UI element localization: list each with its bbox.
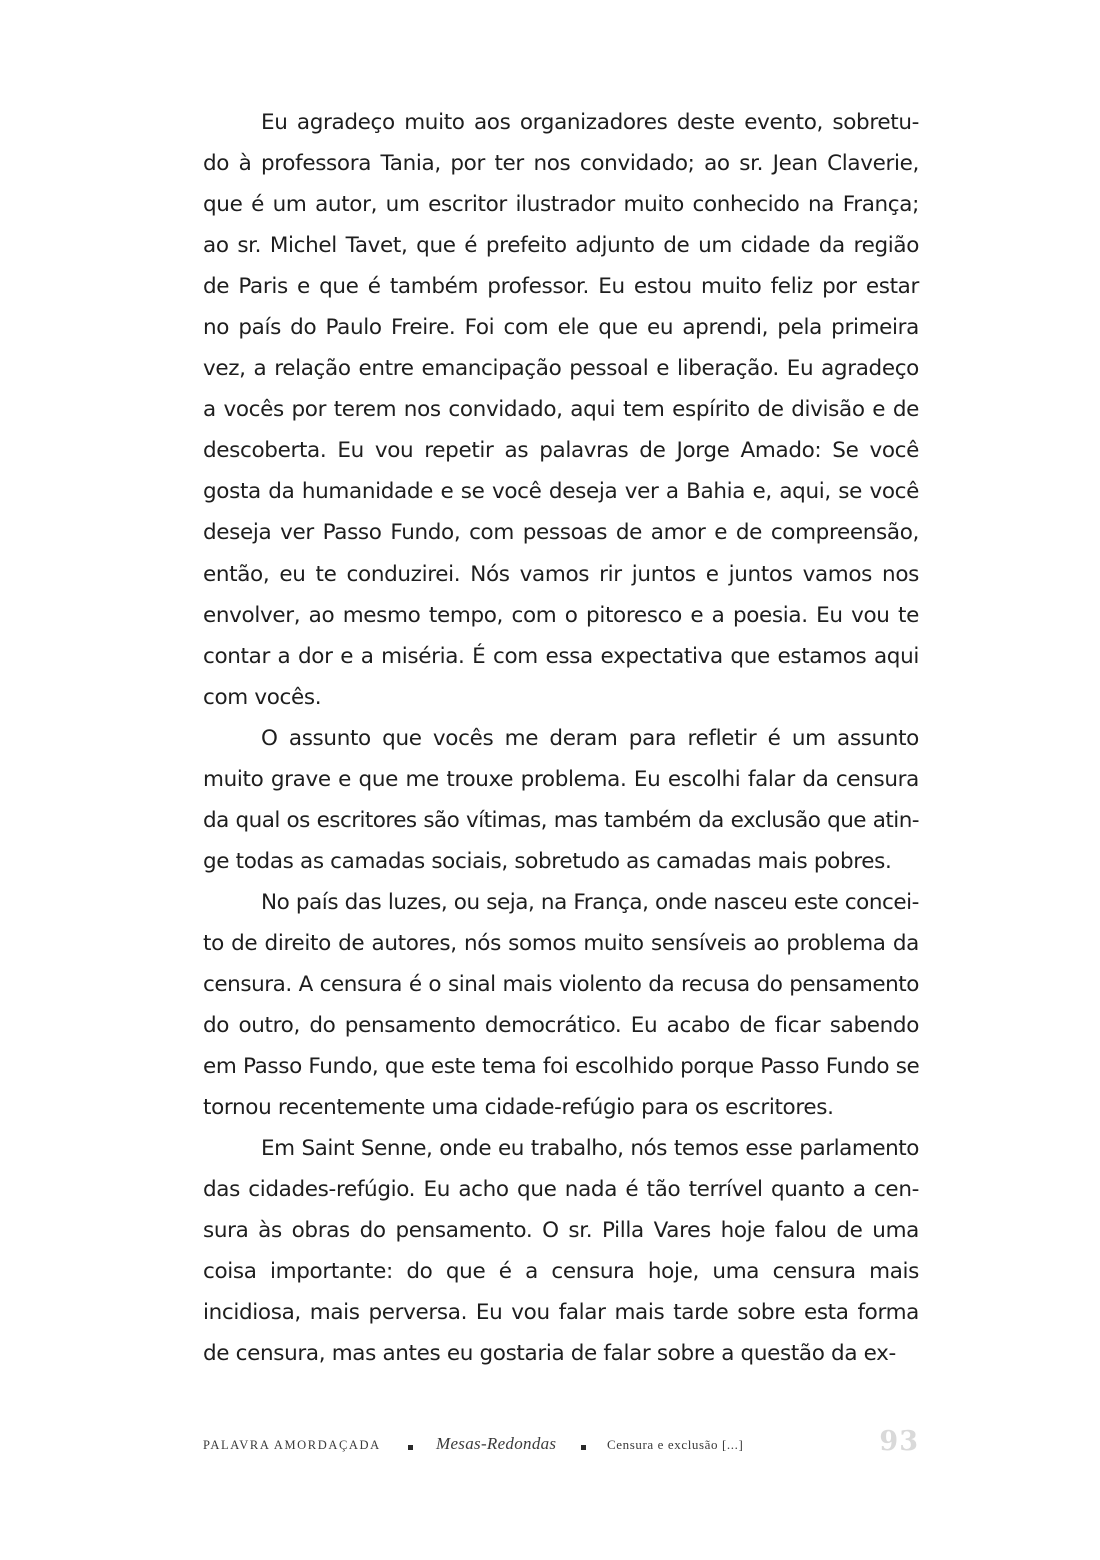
footer-separator-bullet: [408, 1445, 413, 1450]
text-line: Eu agradeço muito aos organizadores deste evento, sobretu-: [261, 110, 919, 135]
text-line: no país do Paulo Freire. Foi com ele que eu aprendi, pela primeira: [203, 315, 919, 341]
text-line: descoberta. Eu vou repetir as palavras de Jorge Amado: Se você: [203, 438, 919, 464]
text-line: de censura, mas antes eu gostaria de falar sobre a questão da ex-: [203, 1341, 896, 1367]
text-line: das cidades-refúgio. Eu acho que nada é tão terrível quanto a cen-: [203, 1177, 919, 1203]
text-line: deseja ver Passo Fundo, com pessoas de amor e de compreensão,: [203, 520, 919, 546]
footer-chapter-title: Censura e exclusão [...]: [607, 1437, 744, 1452]
body-text: [203, 102, 919, 1374]
text-line: sura às obras do pensamento. O sr. Pilla Vares hoje falou de uma: [203, 1218, 919, 1244]
text-line: O assunto que vocês me deram para refletir é um assunto: [261, 725, 919, 751]
footer-book-title: PALAVRA AMORDAÇADA: [203, 1438, 381, 1452]
page-number: 93: [879, 1426, 919, 1457]
text-line: coisa importante: do que é a censura hoje, uma censura mais: [203, 1259, 919, 1285]
text-line: a vocês por terem nos convidado, aqui tem espírito de divisão e de: [203, 397, 919, 423]
text-line: No país das luzes, ou seja, na França, onde nasceu este concei-: [261, 889, 919, 915]
text-line: vez, a relação entre emancipação pessoal e liberação. Eu agradeço: [203, 356, 919, 382]
text-line: tornou recentemente uma cidade-refúgio para os escritores.: [203, 1095, 834, 1121]
text-line: envolver, ao mesmo tempo, com o pitoresco e a poesia. Eu vou te: [203, 602, 919, 628]
text-line: ao sr. Michel Tavet, que é prefeito adjunto de um cidade da região: [203, 233, 919, 259]
paragraph: [203, 882, 919, 1128]
text-line: incidiosa, mais perversa. Eu vou falar mais tarde sobre esta forma: [203, 1300, 919, 1326]
text-line: da qual os escritores são vítimas, mas também da exclusão que atin-: [203, 807, 919, 833]
footer-separator-bullet: [581, 1445, 586, 1450]
text-line: em Passo Fundo, que este tema foi escolhido porque Passo Fundo se: [203, 1054, 920, 1080]
text-line: do à professora Tania, por ter nos convidado; ao sr. Jean Claverie,: [203, 151, 919, 177]
text-line: com vocês.: [203, 684, 322, 710]
text-line: Em Saint Senne, onde eu trabalho, nós temos esse parlamento: [261, 1136, 919, 1162]
text-line: então, eu te conduzirei. Nós vamos rir juntos e juntos vamos nos: [203, 561, 919, 587]
footer-section-title: Mesas-Redondas: [436, 1434, 557, 1453]
text-line: censura. A censura é o sinal mais violento da recusa do pensamento: [203, 971, 919, 997]
text-line: gosta da humanidade e se você deseja ver a Bahia e, aqui, se você: [203, 479, 919, 505]
running-footer: [203, 1426, 919, 1462]
text-line: do outro, do pensamento democrático. Eu acabo de ficar sabendo: [203, 1013, 919, 1039]
paragraph: [203, 718, 919, 882]
text-line: ge todas as camadas sociais, sobretudo as camadas mais pobres.: [203, 848, 892, 874]
text-line: to de direito de autores, nós somos muito sensíveis ao problema da: [203, 930, 919, 956]
text-line: que é um autor, um escritor ilustrador muito conhecido na França;: [203, 192, 919, 218]
text-line: muito grave e que me trouxe problema. Eu escolhi falar da censura: [203, 766, 919, 792]
paragraph: [203, 102, 919, 718]
paragraph: [203, 1128, 919, 1374]
text-line: de Paris e que é também professor. Eu estou muito feliz por estar: [203, 274, 919, 300]
text-line: contar a dor e a miséria. É com essa expectativa que estamos aqui: [203, 643, 919, 669]
